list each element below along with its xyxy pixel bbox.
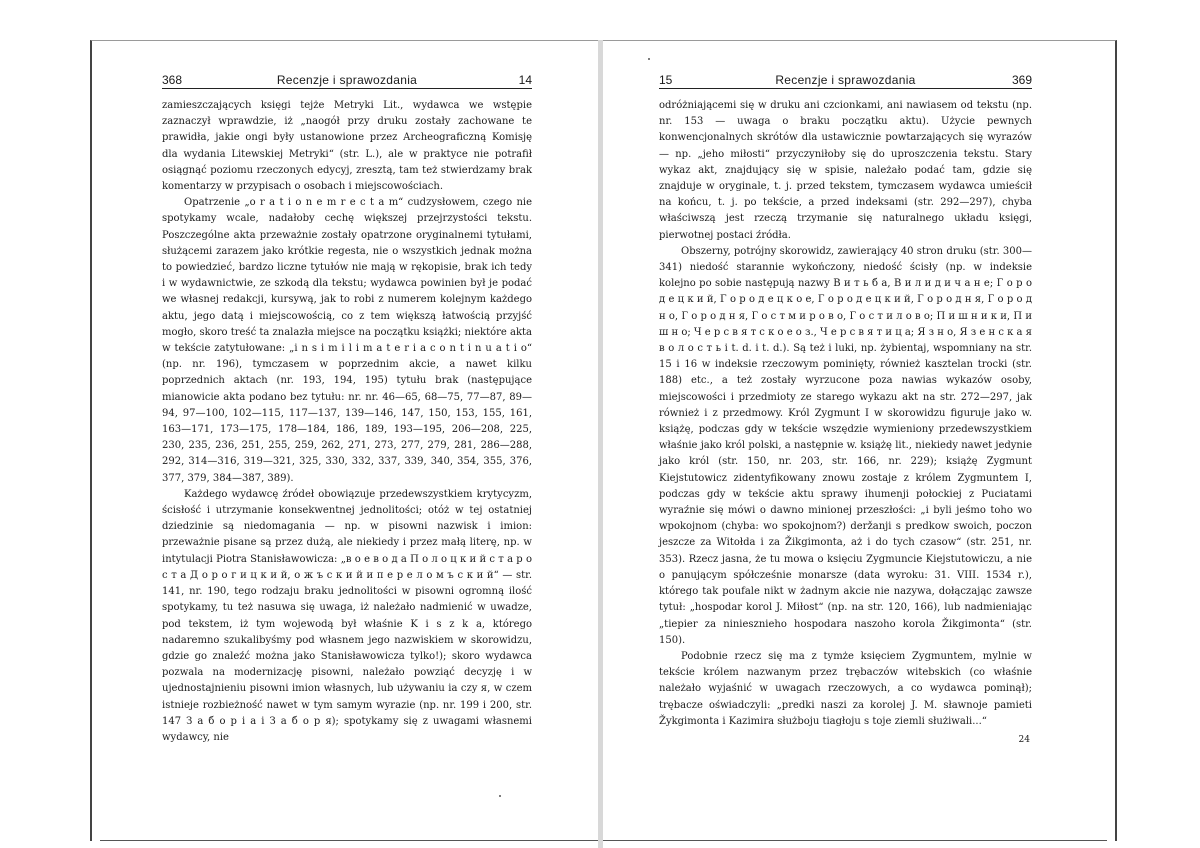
paragraph: Każdego wydawcę źródeł obowiązuje przedewszystkiem krytycyzm, ścisłość i utrzymanie konsekwentnej jednolitości; otóż w tej ostatniej dziedzinie są niedomagania — np. w pisowni nazwisk i imion: przeważnie pisane są przez dużą, ale niekiedy i przez małą literę, np. w intytulacji Piotra Stanisławowicza: „в о е в о д а П о л о ц к и й с т а р о с т а Д о р о г и ц к и й, о ж ъ с к и й и п е р е л о м ъ с к и й“ — str. 141, nr. 190, tego rodzaju braku jednolitości w pisowni ogromną ilość spotykamy, tu też nasuwa się uwaga, iż należało nadmienić w uwadze, pod tekstem, iż tym wojewodą był właśnie K i s z k a, którego nadaremno szukalibyśmy pod własnem jego nazwiskiem w skorowidzu, gdzie go znaleźć można jako Stanisławowicza tylko!); skoro wydawca pozwala na modernizację pisowni, należało powziąć decyzję i w ujednostajnieniu pisowni imion własnych, lub używaniu ia czy я, w czem istnieje rozbieżność nawet w tym samym wyrazie (np. nr. 199 i 200, str. 147 З а б о р і а i З а б о р я); spotykamy się z uwagami własnemi wydawcy, nie [162, 488, 532, 743]
paper-speck [499, 795, 501, 797]
left-running-header [162, 72, 532, 89]
left-page-number: 368 [162, 73, 183, 87]
signature-mark: 24 [1018, 735, 1030, 745]
right-running-header [659, 72, 1032, 89]
paragraph: Obszerny, potrójny skorowidz, zawierający 40 stron druku (str. 300—341) niedość starannie wykończony, niedość ścisły (np. w indeksie kolejno po sobie następują nazwy В и т ь б а, В и л и д и ч а н е; Г о р о д е ц к и й, Г о р о д е ц к о е, Г о р о д е ц к и й, Г о р о д н я, Г о р о д н о, Г о р о д н я, Г о с т м и р о в о, Г о с т и л о в о; П и ш н и к и, П и ш н о; Ч е р с в я т с к о е о з., Ч е р с в я т и ц а; Я з н о, Я з е н с к а я в о л о с т ь i t. d. i t. d.). Są też i luki, np. żybientaj, wspomniany na str. 15 i 16 w indeksie rzeczowym pominięty, również kasztelan trocki (str. 188) etc., a też zostały wyrzucone poza nawias wykazów osoby, miejscowości i przedmioty ze starego wykazu akt na str. 272—297, jak również i z przedmowy. Król Zygmunt I w skorowidzu figuruje jako w. książę, podczas gdy w tekście wszędzie wymieniony przedewszystkiem właśnie jako król polski, a następnie w. książę lit., niekiedy nawet jedynie jako król (str. 150, nr. 203, str. 166, nr. 229); książę Zygmunt Kiejstutowicz zidentyfikowany znowu zostaje z królem Zygmuntem I, podczas gdy w tekście aktu sprawy ihumenji połockiej z Puciatami wyraźnie się mówi o dawno minionej przeszłości: „i byli jeśmo toho wo wpokojnom (chyba: wo spokojnom?) deržanji s predkow swoich, poczon jeszcze za Witołda i za Žikgimonta, aż i do tych czasow“ (str. 251, nr. 353). Rzecz jasna, że tu mowa o księciu Zygmuncie Kiejstutowiczu, a nie o panującym spółcześnie monarsze (data wyroku: 31. VIII. 1534 r.), którego tak poufale nikt w żadnym akcie nie nazywa, dołączając zawsze tytuł: „hospodar korol J. Miłost“ (np. na str. 120, 166), lub nadmieniając „tiepier za niniesznieho hospodara naszoho korola Žikgimonta“ (str. 150). [659, 245, 1032, 646]
right-page-number: 369 [1011, 73, 1032, 87]
right-running-title: Recenzje i sprawozdania [775, 73, 916, 87]
paragraph: zamieszczających księgi tejże Metryki Lit., wydawca we wstępie zaznaczył wprawdzie, iż „naogół przy druku zostały zachowane te prawidła, jakie ongi były ustanowione przez Archeograficzną Komisję dla wydania Litewskiej Metryki“ (str. L.), ale w praktyce nie potrafił osiągnąć poziomu rzeczonych edycyj, zresztą, tam też stwierdzamy brak komentarzy w przypisach o osobach i miejscowościach. [162, 100, 532, 193]
left-body-text [162, 98, 532, 746]
paragraph: odróżniającemi się w druku ani czcionkami, ani nawiasem od tekstu (np. nr. 153 — uwaga o braku początku aktu). Użycie pewnych konwencjonalnych skrótów dla ustawicznie powtarzających się wyrazów — np. „jeho miłosti“ przyczyniłoby się do uproszczenia tekstu. Stary wykaz akt, znajdujący się w spisie, należało podać tam, gdzie się znajduje w oryginale, t. j. przed tekstem, tymczasem wydawca umieścił na końcu, t. j. po tekście, a przed indeksami (str. 292—297), chyba właściwszą jest rzeczą trzymanie się naturalnego układu księgi, pierwotnej postaci źródła. [659, 100, 1032, 241]
paper-speck [648, 58, 650, 60]
paragraph: Podobnie rzecz się ma z tymże księciem Zygmuntem, mylnie w tekście królem nazwanym przez trębaczów witebskich (co właśnie należało wyjaśnić w uwagach rzeczowych, a co wydawca pominął); trębacze oświadczyli: „predki naszi za korolej J. M. sławnoje pamieti Žykgimonta i Kazimira służboju tiagłoju s toje ziemli służiwali...“ [659, 650, 1032, 727]
left-running-title: Recenzje i sprawozdania [276, 73, 418, 87]
right-section-number: 15 [659, 73, 673, 87]
right-body-text [659, 98, 1032, 730]
left-section-number: 14 [518, 73, 532, 87]
paragraph: Opatrzenie „o r a t i o n e m r e c t a m“ cudzysłowem, czego nie spotykamy wcale, nadałoby cechę większej przejrzystości tekstu. Poszczególne akta przeważnie zostały opatrzone oryginalnemi tytułami, służącemi zarazem jako krótkie regesta, nie o wszystkich jednak można to powiedzieć, bardzo liczne tytułów nie mają w rękopisie, brak ich tedy i w wydawnictwie, ze szkodą dla tekstu; wydawca powinien był je podać we własnej redakcji, kursywą, jak to robi z numerem kolejnym każdego aktu, jego datą i miejscowością, co z tem większą łatwością przyjść mogło, skoro treść ta znalazła miejsce na początku książki; niektóre akta w tekście zatytułowane: „i n s i m i l i m a t e r i a c o n t i n u a t i o“ (np. nr. 196), tymczasem w poprzednim akcie, a nawet kilku poprzednich aktach (nr. 193, 194, 195) tytułu brak (następujące mianowicie akta podano bez tytułu: nr. nr. 46—65, 68—75, 77—87, 89—94, 97—100, 102—115, 117—137, 139—146, 147, 150, 153, 155, 161, 163—171, 173—175, 178—184, 186, 189, 193—195, 206—208, 225, 230, 235, 236, 251, 255, 259, 262, 271, 273, 277, 279, 281, 286—288, 292, 314—316, 319—321, 325, 330, 332, 337, 339, 340, 354, 355, 376, 377, 379, 384—387, 389). [162, 197, 533, 484]
